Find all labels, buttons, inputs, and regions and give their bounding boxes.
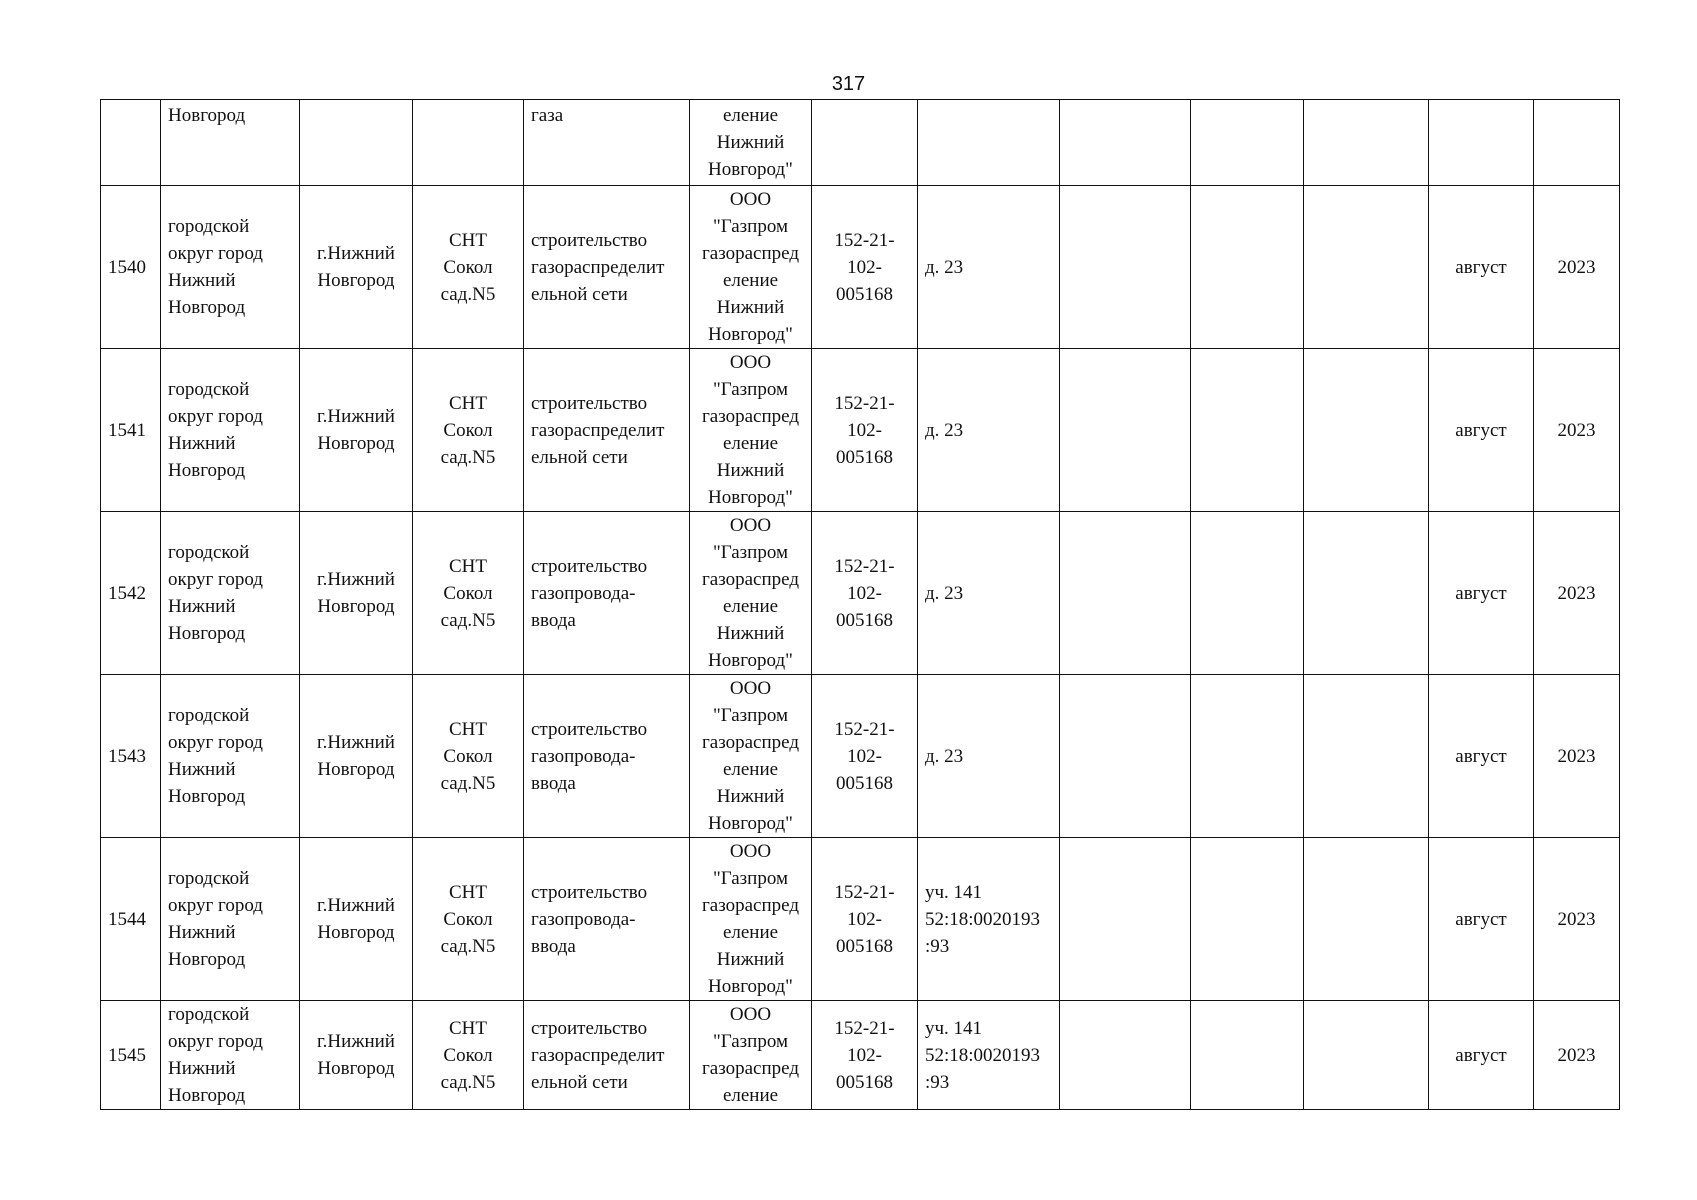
cell-city: г.Нижний Новгород bbox=[300, 1001, 413, 1110]
cell-year: 2023 bbox=[1534, 349, 1620, 512]
cell-operator: ООО "Газпром газораспред еление Нижний Новгород" bbox=[690, 838, 812, 1001]
cell-city: г.Нижний Новгород bbox=[300, 838, 413, 1001]
cell-address: уч. 141 52:18:0020193 :93 bbox=[918, 1001, 1060, 1110]
cell-empty-1 bbox=[1060, 675, 1191, 838]
cell-empty-3 bbox=[1304, 100, 1429, 186]
table-row bbox=[101, 838, 1620, 1001]
table-row bbox=[101, 349, 1620, 512]
cell-district: городской округ город Нижний Новгород bbox=[161, 186, 300, 349]
cell-code: 152-21- 102- 005168 bbox=[812, 1001, 918, 1110]
cell-month: август bbox=[1429, 512, 1534, 675]
cell-district: городской округ город Нижний Новгород bbox=[161, 838, 300, 1001]
cell-work: строительство газопровода- ввода bbox=[524, 512, 690, 675]
cell-year: 2023 bbox=[1534, 1001, 1620, 1110]
cell-month: август bbox=[1429, 186, 1534, 349]
cell-year bbox=[1534, 100, 1620, 186]
cell-street: СНТ Сокол сад.N5 bbox=[413, 186, 524, 349]
cell-year: 2023 bbox=[1534, 186, 1620, 349]
cell-street: СНТ Сокол сад.N5 bbox=[413, 675, 524, 838]
cell-month: август bbox=[1429, 675, 1534, 838]
cell-district: городской округ город Нижний Новгород bbox=[161, 349, 300, 512]
cell-empty-1 bbox=[1060, 838, 1191, 1001]
cell-year: 2023 bbox=[1534, 838, 1620, 1001]
cell-district: городской округ город Нижний Новгород bbox=[161, 512, 300, 675]
cell-empty-3 bbox=[1304, 838, 1429, 1001]
cell-month: август bbox=[1429, 1001, 1534, 1110]
table-row bbox=[101, 675, 1620, 838]
cell-district: Новгород bbox=[161, 100, 300, 186]
page-number: 317 bbox=[831, 73, 866, 95]
table-row bbox=[101, 512, 1620, 675]
cell-empty-1 bbox=[1060, 100, 1191, 186]
cell-month: август bbox=[1429, 349, 1534, 512]
cell-work: строительство газораспределит ельной сети bbox=[524, 1001, 690, 1110]
cell-empty-3 bbox=[1304, 675, 1429, 838]
cell-city bbox=[300, 100, 413, 186]
cell-operator: ООО "Газпром газораспред еление Нижний Новгород" bbox=[690, 349, 812, 512]
cell-street: СНТ Сокол сад.N5 bbox=[413, 1001, 524, 1110]
table-row bbox=[101, 1001, 1620, 1110]
cell-street: СНТ Сокол сад.N5 bbox=[413, 838, 524, 1001]
cell-operator: ООО "Газпром газораспред еление bbox=[690, 1001, 812, 1110]
cell-address: д. 23 bbox=[918, 512, 1060, 675]
cell-address bbox=[918, 100, 1060, 186]
cell-empty-1 bbox=[1060, 349, 1191, 512]
cell-empty-2 bbox=[1191, 838, 1304, 1001]
cell-num bbox=[101, 100, 161, 186]
cell-operator: ООО "Газпром газораспред еление Нижний Новгород" bbox=[690, 186, 812, 349]
cell-empty-2 bbox=[1191, 675, 1304, 838]
cell-code: 152-21- 102- 005168 bbox=[812, 349, 918, 512]
cell-city: г.Нижний Новгород bbox=[300, 675, 413, 838]
cell-street: СНТ Сокол сад.N5 bbox=[413, 349, 524, 512]
cell-empty-3 bbox=[1304, 1001, 1429, 1110]
cell-num: 1542 bbox=[101, 512, 161, 675]
cell-operator: ООО "Газпром газораспред еление Нижний Новгород" bbox=[690, 512, 812, 675]
cell-num: 1544 bbox=[101, 838, 161, 1001]
table-row bbox=[101, 186, 1620, 349]
cell-code: 152-21- 102- 005168 bbox=[812, 186, 918, 349]
cell-work: газа bbox=[524, 100, 690, 186]
cell-address: д. 23 bbox=[918, 186, 1060, 349]
cell-operator: ООО "Газпром газораспред еление Нижний Новгород" bbox=[690, 675, 812, 838]
table-row-continuation bbox=[101, 100, 1620, 186]
registry-table bbox=[100, 99, 1620, 1110]
cell-num: 1540 bbox=[101, 186, 161, 349]
cell-street bbox=[413, 100, 524, 186]
cell-empty-3 bbox=[1304, 349, 1429, 512]
cell-empty-1 bbox=[1060, 512, 1191, 675]
cell-operator: еление Нижний Новгород" bbox=[690, 100, 812, 186]
table-body bbox=[101, 100, 1620, 1110]
cell-address: д. 23 bbox=[918, 675, 1060, 838]
cell-district: городской округ город Нижний Новгород bbox=[161, 1001, 300, 1110]
cell-empty-2 bbox=[1191, 100, 1304, 186]
cell-empty-2 bbox=[1191, 186, 1304, 349]
cell-empty-2 bbox=[1191, 349, 1304, 512]
cell-empty-3 bbox=[1304, 186, 1429, 349]
cell-work: строительство газопровода- ввода bbox=[524, 675, 690, 838]
cell-work: строительство газопровода- ввода bbox=[524, 838, 690, 1001]
cell-num: 1541 bbox=[101, 349, 161, 512]
cell-month bbox=[1429, 100, 1534, 186]
cell-code: 152-21- 102- 005168 bbox=[812, 512, 918, 675]
cell-num: 1543 bbox=[101, 675, 161, 838]
cell-code: 152-21- 102- 005168 bbox=[812, 675, 918, 838]
cell-month: август bbox=[1429, 838, 1534, 1001]
cell-address: уч. 141 52:18:0020193 :93 bbox=[918, 838, 1060, 1001]
cell-city: г.Нижний Новгород bbox=[300, 186, 413, 349]
cell-city: г.Нижний Новгород bbox=[300, 512, 413, 675]
cell-empty-1 bbox=[1060, 186, 1191, 349]
cell-address: д. 23 bbox=[918, 349, 1060, 512]
cell-empty-2 bbox=[1191, 1001, 1304, 1110]
cell-empty-1 bbox=[1060, 1001, 1191, 1110]
cell-code: 152-21- 102- 005168 bbox=[812, 838, 918, 1001]
cell-street: СНТ Сокол сад.N5 bbox=[413, 512, 524, 675]
cell-city: г.Нижний Новгород bbox=[300, 349, 413, 512]
cell-work: строительство газораспределит ельной сети bbox=[524, 186, 690, 349]
cell-code bbox=[812, 100, 918, 186]
cell-empty-2 bbox=[1191, 512, 1304, 675]
cell-district: городской округ город Нижний Новгород bbox=[161, 675, 300, 838]
cell-year: 2023 bbox=[1534, 512, 1620, 675]
cell-year: 2023 bbox=[1534, 675, 1620, 838]
cell-work: строительство газораспределит ельной сети bbox=[524, 349, 690, 512]
cell-empty-3 bbox=[1304, 512, 1429, 675]
cell-num: 1545 bbox=[101, 1001, 161, 1110]
